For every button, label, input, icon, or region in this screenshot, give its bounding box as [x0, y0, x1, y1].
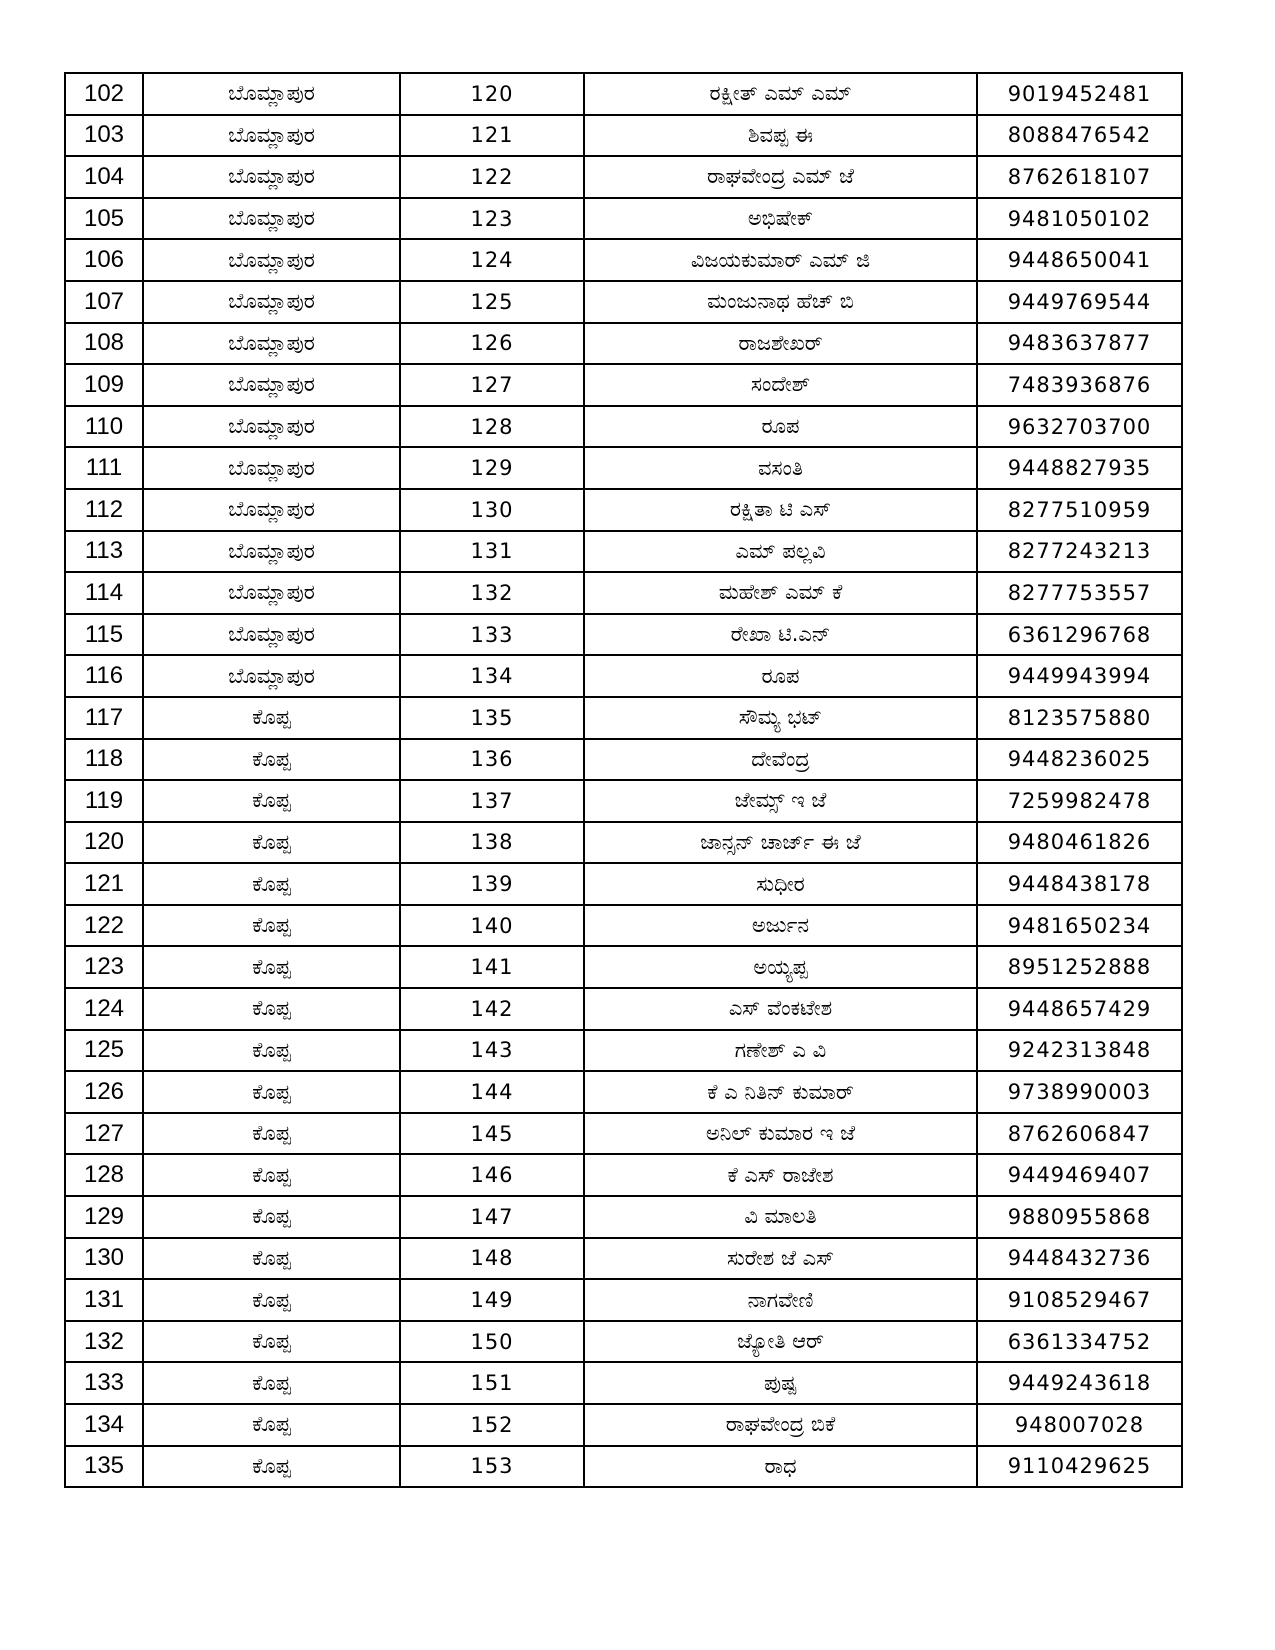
village-cell: ಕೊಪ್ಪ — [143, 1154, 400, 1196]
village-cell: ಬೊಮ್ಲಾಪುರ — [143, 115, 400, 157]
serial-number-cell: 107 — [65, 281, 143, 323]
phone-number-cell: 9449243618 — [977, 1362, 1182, 1404]
booth-number-cell: 132 — [400, 572, 584, 614]
booth-number-cell: 137 — [400, 780, 584, 822]
person-name-cell: ಅನಿಲ್ ಕುಮಾರ ಇ ಜೆ — [584, 1113, 977, 1155]
village-cell: ಬೊಮ್ಲಾಪುರ — [143, 323, 400, 365]
table-row — [65, 946, 1182, 988]
person-name-cell: ಸಂದೇಶ್ — [584, 364, 977, 406]
booth-number-cell: 148 — [400, 1238, 584, 1280]
village-cell: ಬೊಮ್ಲಾಪುರ — [143, 614, 400, 656]
table-row — [65, 531, 1182, 573]
phone-number-cell: 9880955868 — [977, 1196, 1182, 1238]
phone-number-cell: 9448650041 — [977, 239, 1182, 281]
booth-number-cell: 134 — [400, 655, 584, 697]
table-row — [65, 1113, 1182, 1155]
booth-number-cell: 120 — [400, 73, 584, 115]
table-row — [65, 323, 1182, 365]
booth-number-cell: 133 — [400, 614, 584, 656]
serial-number-cell: 135 — [65, 1446, 143, 1488]
person-name-cell: ಮಂಜುನಾಥ ಹೆಚ್ ಬಿ — [584, 281, 977, 323]
booth-number-cell: 149 — [400, 1279, 584, 1321]
table-row — [65, 198, 1182, 240]
person-name-cell: ಅರ್ಜುನ — [584, 905, 977, 947]
table-row — [65, 447, 1182, 489]
phone-number-cell: 9481650234 — [977, 905, 1182, 947]
serial-number-cell: 114 — [65, 572, 143, 614]
village-cell: ಕೊಪ್ಪ — [143, 946, 400, 988]
phone-number-cell: 9632703700 — [977, 406, 1182, 448]
phone-number-cell: 9480461826 — [977, 822, 1182, 864]
table-row — [65, 115, 1182, 157]
serial-number-cell: 105 — [65, 198, 143, 240]
phone-number-cell: 6361296768 — [977, 614, 1182, 656]
person-name-cell: ರೇಖಾ ಟಿ.ಎನ್ — [584, 614, 977, 656]
booth-number-cell: 143 — [400, 1030, 584, 1072]
serial-number-cell: 121 — [65, 863, 143, 905]
person-name-cell: ದೇವೆಂದ್ರ — [584, 739, 977, 781]
serial-number-cell: 104 — [65, 156, 143, 198]
table-row — [65, 988, 1182, 1030]
village-cell: ಕೊಪ್ಪ — [143, 739, 400, 781]
serial-number-cell: 124 — [65, 988, 143, 1030]
serial-number-cell: 118 — [65, 739, 143, 781]
serial-number-cell: 116 — [65, 655, 143, 697]
person-name-cell: ಜ್ಯೋತಿ ಆರ್ — [584, 1321, 977, 1363]
serial-number-cell: 130 — [65, 1238, 143, 1280]
serial-number-cell: 133 — [65, 1362, 143, 1404]
serial-number-cell: 123 — [65, 946, 143, 988]
table-row — [65, 281, 1182, 323]
person-name-cell: ಜೇಮ್ಸ್ ಇ ಜೆ — [584, 780, 977, 822]
person-name-cell: ಗಣೇಶ್ ಎ ವಿ — [584, 1030, 977, 1072]
person-name-cell: ರೂಪ — [584, 655, 977, 697]
phone-number-cell: 7483936876 — [977, 364, 1182, 406]
village-cell: ಬೊಮ್ಲಾಪುರ — [143, 447, 400, 489]
booth-number-cell: 122 — [400, 156, 584, 198]
booth-number-cell: 141 — [400, 946, 584, 988]
booth-number-cell: 151 — [400, 1362, 584, 1404]
serial-number-cell: 120 — [65, 822, 143, 864]
village-cell: ಕೊಪ್ಪ — [143, 1279, 400, 1321]
serial-number-cell: 113 — [65, 531, 143, 573]
table-row — [65, 1238, 1182, 1280]
roster-table-body — [65, 73, 1182, 1487]
serial-number-cell: 115 — [65, 614, 143, 656]
village-cell: ಕೊಪ್ಪ — [143, 1446, 400, 1488]
booth-number-cell: 130 — [400, 489, 584, 531]
table-row — [65, 156, 1182, 198]
table-row — [65, 1362, 1182, 1404]
phone-number-cell: 8277510959 — [977, 489, 1182, 531]
booth-number-cell: 135 — [400, 697, 584, 739]
village-cell: ಕೊಪ್ಪ — [143, 1113, 400, 1155]
table-row — [65, 73, 1182, 115]
phone-number-cell: 8762606847 — [977, 1113, 1182, 1155]
serial-number-cell: 129 — [65, 1196, 143, 1238]
village-cell: ಕೊಪ್ಪ — [143, 988, 400, 1030]
village-cell: ಬೊಮ್ಲಾಪುರ — [143, 531, 400, 573]
village-cell: ಬೊಮ್ಲಾಪುರ — [143, 406, 400, 448]
booth-number-cell: 140 — [400, 905, 584, 947]
booth-number-cell: 131 — [400, 531, 584, 573]
phone-number-cell: 8951252888 — [977, 946, 1182, 988]
phone-number-cell: 9481050102 — [977, 198, 1182, 240]
serial-number-cell: 125 — [65, 1030, 143, 1072]
table-row — [65, 1446, 1182, 1488]
village-cell: ಬೊಮ್ಲಾಪುರ — [143, 572, 400, 614]
table-row — [65, 863, 1182, 905]
serial-number-cell: 132 — [65, 1321, 143, 1363]
person-name-cell: ಸುಧೀರ — [584, 863, 977, 905]
person-name-cell: ಸೌಮ್ಯ ಭಟ್ — [584, 697, 977, 739]
village-cell: ಕೊಪ್ಪ — [143, 780, 400, 822]
booth-number-cell: 125 — [400, 281, 584, 323]
phone-number-cell: 9448657429 — [977, 988, 1182, 1030]
person-name-cell: ಜಾನ್ಸನ್ ಚಾರ್ಜ್ ಈ ಜೆ — [584, 822, 977, 864]
person-name-cell: ಪುಷ್ಪ — [584, 1362, 977, 1404]
booth-number-cell: 145 — [400, 1113, 584, 1155]
booth-number-cell: 144 — [400, 1071, 584, 1113]
person-name-cell: ರಾಜಶೇಖರ್ — [584, 323, 977, 365]
booth-number-cell: 127 — [400, 364, 584, 406]
table-row — [65, 572, 1182, 614]
village-cell: ಬೊಮ್ಲಾಪುರ — [143, 281, 400, 323]
serial-number-cell: 117 — [65, 697, 143, 739]
person-name-cell: ಕೆ ಎಸ್ ರಾಜೇಶ — [584, 1154, 977, 1196]
phone-number-cell: 9738990003 — [977, 1071, 1182, 1113]
serial-number-cell: 111 — [65, 447, 143, 489]
village-cell: ಕೊಪ್ಪ — [143, 1238, 400, 1280]
village-cell: ಬೊಮ್ಲಾಪುರ — [143, 489, 400, 531]
booth-number-cell: 139 — [400, 863, 584, 905]
person-name-cell: ವಿ ಮಾಲತಿ — [584, 1196, 977, 1238]
table-row — [65, 655, 1182, 697]
phone-number-cell: 9449943994 — [977, 655, 1182, 697]
village-cell: ಕೊಪ್ಪ — [143, 697, 400, 739]
phone-number-cell: 8088476542 — [977, 115, 1182, 157]
serial-number-cell: 127 — [65, 1113, 143, 1155]
phone-number-cell: 9110429625 — [977, 1446, 1182, 1488]
table-row — [65, 822, 1182, 864]
village-cell: ಕೊಪ್ಪ — [143, 822, 400, 864]
person-name-cell: ರಾಘವೇಂದ್ರ ಎಮ್ ಜೆ — [584, 156, 977, 198]
booth-number-cell: 142 — [400, 988, 584, 1030]
phone-number-cell: 948007028 — [977, 1404, 1182, 1446]
booth-number-cell: 146 — [400, 1154, 584, 1196]
phone-number-cell: 9448438178 — [977, 863, 1182, 905]
village-cell: ಬೊಮ್ಲಾಪುರ — [143, 239, 400, 281]
phone-number-cell: 9448236025 — [977, 739, 1182, 781]
booth-number-cell: 136 — [400, 739, 584, 781]
table-row — [65, 1154, 1182, 1196]
person-name-cell: ಮಹೇಶ್ ಎಮ್ ಕೆ — [584, 572, 977, 614]
serial-number-cell: 134 — [65, 1404, 143, 1446]
person-name-cell: ರೂಪ — [584, 406, 977, 448]
person-name-cell: ಎಮ್ ಪಲ್ಲವಿ — [584, 531, 977, 573]
person-name-cell: ರಕ್ಷಿತಾ ಟಿ ಎಸ್ — [584, 489, 977, 531]
booth-number-cell: 153 — [400, 1446, 584, 1488]
serial-number-cell: 103 — [65, 115, 143, 157]
table-row — [65, 697, 1182, 739]
person-name-cell: ಶಿವಪ್ಪ ಈ — [584, 115, 977, 157]
village-cell: ಕೊಪ್ಪ — [143, 1321, 400, 1363]
serial-number-cell: 128 — [65, 1154, 143, 1196]
person-name-cell: ವಿಜಯಕುಮಾರ್ ಎಮ್ ಜಿ — [584, 239, 977, 281]
table-row — [65, 1196, 1182, 1238]
serial-number-cell: 108 — [65, 323, 143, 365]
serial-number-cell: 112 — [65, 489, 143, 531]
serial-number-cell: 106 — [65, 239, 143, 281]
village-cell: ಕೊಪ್ಪ — [143, 1030, 400, 1072]
serial-number-cell: 109 — [65, 364, 143, 406]
phone-number-cell: 8277243213 — [977, 531, 1182, 573]
person-name-cell: ಸುರೇಶ ಜೆ ಎಸ್ — [584, 1238, 977, 1280]
table-row — [65, 739, 1182, 781]
table-row — [65, 1071, 1182, 1113]
booth-number-cell: 123 — [400, 198, 584, 240]
village-cell: ಕೊಪ್ಪ — [143, 863, 400, 905]
person-name-cell: ಎಸ್ ವೆಂಕಟೇಶ — [584, 988, 977, 1030]
table-row — [65, 614, 1182, 656]
person-name-cell: ವಸಂತಿ — [584, 447, 977, 489]
serial-number-cell: 131 — [65, 1279, 143, 1321]
village-cell: ಬೊಮ್ಲಾಪುರ — [143, 198, 400, 240]
table-row — [65, 489, 1182, 531]
person-name-cell: ಕೆ ಎ ನಿತಿನ್ ಕುಮಾರ್ — [584, 1071, 977, 1113]
village-cell: ಬೊಮ್ಲಾಪುರ — [143, 73, 400, 115]
booth-number-cell: 121 — [400, 115, 584, 157]
phone-number-cell: 8277753557 — [977, 572, 1182, 614]
booth-number-cell: 124 — [400, 239, 584, 281]
roster-table — [64, 72, 1183, 1488]
booth-number-cell: 138 — [400, 822, 584, 864]
table-row — [65, 1404, 1182, 1446]
serial-number-cell: 126 — [65, 1071, 143, 1113]
person-name-cell: ರಾಘವೇಂದ್ರ ಬಿಕೆ — [584, 1404, 977, 1446]
person-name-cell: ರಕ್ಷೀತ್ ಎಮ್ ಎಮ್ — [584, 73, 977, 115]
phone-number-cell: 9449769544 — [977, 281, 1182, 323]
table-row — [65, 364, 1182, 406]
village-cell: ಕೊಪ್ಪ — [143, 1362, 400, 1404]
booth-number-cell: 152 — [400, 1404, 584, 1446]
person-name-cell: ಅಭಿಷೇಕ್ — [584, 198, 977, 240]
phone-number-cell: 9242313848 — [977, 1030, 1182, 1072]
village-cell: ಕೊಪ್ಪ — [143, 1404, 400, 1446]
booth-number-cell: 128 — [400, 406, 584, 448]
village-cell: ಬೊಮ್ಲಾಪುರ — [143, 156, 400, 198]
person-name-cell: ರಾಧ — [584, 1446, 977, 1488]
table-row — [65, 406, 1182, 448]
table-row — [65, 780, 1182, 822]
booth-number-cell: 147 — [400, 1196, 584, 1238]
serial-number-cell: 119 — [65, 780, 143, 822]
phone-number-cell: 8123575880 — [977, 697, 1182, 739]
village-cell: ಬೊಮ್ಲಾಪುರ — [143, 655, 400, 697]
village-cell: ಕೊಪ್ಪ — [143, 1071, 400, 1113]
village-cell: ಕೊಪ್ಪ — [143, 1196, 400, 1238]
phone-number-cell: 9448827935 — [977, 447, 1182, 489]
table-row — [65, 1030, 1182, 1072]
phone-number-cell: 9448432736 — [977, 1238, 1182, 1280]
phone-number-cell: 8762618107 — [977, 156, 1182, 198]
booth-number-cell: 126 — [400, 323, 584, 365]
phone-number-cell: 7259982478 — [977, 780, 1182, 822]
table-row — [65, 1279, 1182, 1321]
serial-number-cell: 102 — [65, 73, 143, 115]
table-row — [65, 905, 1182, 947]
booth-number-cell: 150 — [400, 1321, 584, 1363]
serial-number-cell: 110 — [65, 406, 143, 448]
phone-number-cell: 9019452481 — [977, 73, 1182, 115]
booth-number-cell: 129 — [400, 447, 584, 489]
phone-number-cell: 6361334752 — [977, 1321, 1182, 1363]
village-cell: ಬೊಮ್ಲಾಪುರ — [143, 364, 400, 406]
table-row — [65, 1321, 1182, 1363]
phone-number-cell: 9483637877 — [977, 323, 1182, 365]
serial-number-cell: 122 — [65, 905, 143, 947]
phone-number-cell: 9449469407 — [977, 1154, 1182, 1196]
person-name-cell: ಅಯ್ಯಪ್ಪ — [584, 946, 977, 988]
phone-number-cell: 9108529467 — [977, 1279, 1182, 1321]
village-cell: ಕೊಪ್ಪ — [143, 905, 400, 947]
person-name-cell: ನಾಗವೇಣಿ — [584, 1279, 977, 1321]
table-row — [65, 239, 1182, 281]
